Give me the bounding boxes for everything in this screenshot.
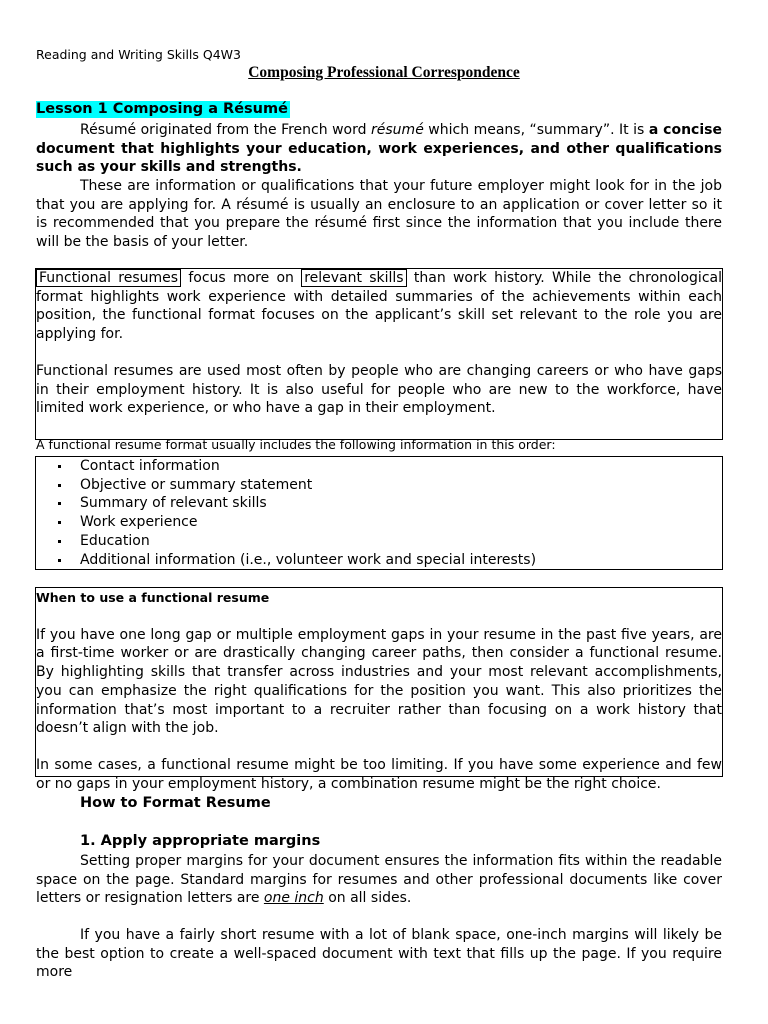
step1-heading: 1. Apply appropriate margins (80, 833, 321, 849)
functional-para2: Functional resumes are used most often by people who are changing careers or who have gaps in their employment history. It is also useful for people who are new to the workforce, have limited work experience, or who have a gap in their employment. (36, 362, 722, 417)
format-heading: How to Format Resume (80, 795, 271, 811)
info-paragraph (36, 177, 722, 252)
step1-text-pre: Setting proper margins for your document ensures the information fits within the readable space on the page. Standard margins for resumes and other professional documents like cover letters or resignation letters are (36, 853, 722, 907)
step1-paragraph2 (36, 926, 722, 982)
one-inch-emphasis: one inch (263, 890, 324, 907)
intro-paragraph (36, 121, 722, 177)
info-text: These are information or qualifications that your future employer might look for in the job that you are applying for. A résumé is usually an enclosure to an application or cover letter so it is recommended that you prepare the résumé first since the information that you include there will be the basis of your letter. (36, 178, 722, 251)
when-para2: In some cases, a functional resume might be too limiting. If you have some experience and few or no gaps in your employment history, a combination resume might be the right choice. (36, 756, 722, 792)
intro-definition: a concise document that highlights your education, work experiences, and other qualifications such as your skills and strengths. (36, 122, 722, 176)
functional-box (35, 268, 723, 452)
term-relevant-skills: relevant skills (301, 269, 406, 287)
step1-paragraph (36, 852, 722, 908)
functional-text2: than work history. While the chronological format highlights work experience with detailed summaries of the achievements within each position, the functional format focuses on the applicant’s skill set relevant to the role you are applying for. (36, 270, 722, 343)
course-header: Reading and Writing Skills Q4W3 (36, 47, 241, 62)
list-item: Additional information (i.e., volunteer work and special interests) (36, 551, 722, 570)
list-item: Contact information (36, 457, 722, 476)
term-functional-resumes: Functional resumes (36, 269, 181, 287)
when-para1: If you have one long gap or multiple employment gaps in your resume in the past five years, are a first-time worker or are drastically changing career paths, then consider a functional resume. By highlighting skills that transfer across industries and your most relevant accomplishments, you can emphasize the right qualifications for the position you want. This also prioritizes the information that’s most important to a recruiter rather than focusing on a work history that doesn’t align with the job. (36, 626, 722, 737)
lesson-heading: Lesson 1 Composing a Résumé (36, 101, 288, 117)
list-item: Education (36, 532, 722, 551)
functional-para3: A functional resume format usually includes the following information in this order: (36, 436, 556, 452)
intro-text-mid: which means, “summary”. It is (423, 122, 649, 138)
step1-para2-text: If you have a fairly short resume with a lot of blank space, one-inch margins will likely be the best option to create a well-spaced document with text that fills up the page. If you require more (36, 927, 722, 981)
functional-para1 (36, 269, 722, 344)
step1-text-post: on all sides. (323, 890, 412, 907)
intro-french-word: résumé (371, 122, 424, 138)
functional-text1: focus more on (181, 270, 302, 286)
list-item: Objective or summary statement (36, 476, 722, 495)
list-item: Work experience (36, 513, 722, 532)
info-list (36, 457, 722, 569)
when-heading: When to use a functional resume (36, 590, 270, 605)
list-box (35, 456, 723, 570)
page-title: Composing Professional Correspondence (248, 64, 520, 81)
intro-text-pre: Résumé originated from the French word (80, 122, 372, 138)
when-box (35, 587, 723, 792)
list-item: Summary of relevant skills (36, 494, 722, 513)
